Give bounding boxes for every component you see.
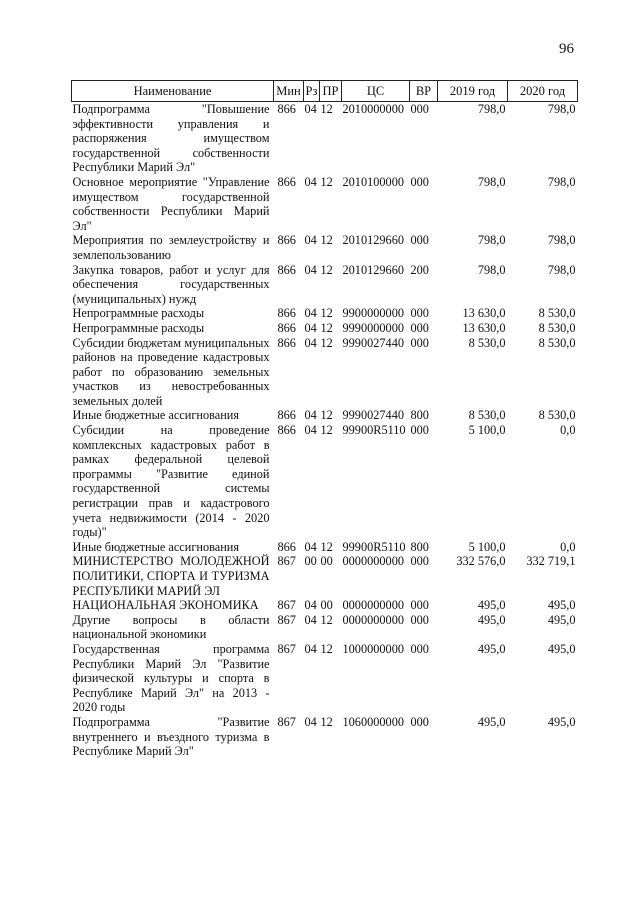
- row-cs: 9990027440: [342, 335, 404, 350]
- row-pr: 12: [320, 306, 333, 321]
- row-2020: 8 530,0: [538, 306, 576, 321]
- row-pr: 12: [320, 174, 333, 189]
- table-row: [72, 102, 578, 175]
- row-rz: 00: [304, 554, 317, 569]
- row-cs: 1060000000: [342, 714, 404, 729]
- row-2019: 495,0: [477, 641, 506, 656]
- row-rz: 04: [304, 306, 317, 321]
- header-rz: Рз: [304, 81, 320, 102]
- row-vr: 000: [410, 174, 429, 189]
- table-row: [72, 408, 578, 423]
- row-name: Иные бюджетные ассигнования: [72, 539, 240, 554]
- row-2020: 495,0: [547, 598, 576, 613]
- row-min: 866: [277, 233, 296, 248]
- row-2019: 495,0: [477, 598, 506, 613]
- row-min: 866: [277, 423, 296, 438]
- row-name: Подпрограмма "Повышение эффективности управления и распоряжения имуществом государственной собственности Республики Марий Эл": [72, 102, 270, 175]
- row-name: Мероприятия по землеустройству и землепользованию: [72, 233, 270, 262]
- row-vr: 000: [410, 714, 429, 729]
- table-row: [72, 336, 578, 409]
- row-min: 866: [277, 335, 296, 350]
- row-2019: 798,0: [477, 102, 506, 116]
- row-2019: 798,0: [477, 233, 506, 248]
- table-header-row: [72, 81, 578, 102]
- row-2020: 0,0: [560, 539, 576, 554]
- row-2019: 495,0: [477, 714, 506, 729]
- row-vr: 000: [410, 102, 429, 116]
- row-vr: 800: [410, 539, 429, 554]
- table-row: [72, 540, 578, 555]
- row-rz: 04: [304, 320, 317, 335]
- row-vr: 000: [410, 641, 429, 656]
- row-rz: 04: [304, 714, 317, 729]
- header-min: Мин: [274, 81, 304, 102]
- header-2019: 2019 год: [438, 81, 508, 102]
- row-rz: 04: [304, 598, 317, 613]
- row-cs: 9990000000: [342, 320, 404, 335]
- row-2020: 798,0: [547, 174, 576, 189]
- row-vr: 000: [410, 306, 429, 321]
- row-vr: 200: [410, 262, 429, 277]
- row-2020: 8 530,0: [538, 408, 576, 423]
- row-2019: 13 630,0: [462, 306, 506, 321]
- row-vr: 000: [410, 320, 429, 335]
- row-name: Субсидии бюджетам муниципальных районов на проведение кадастровых работ по образованию земельных участков из невостребованных земельных долей: [72, 335, 270, 408]
- table-row: [72, 263, 578, 307]
- table-row: [72, 598, 578, 613]
- row-pr: 12: [320, 320, 333, 335]
- row-2020: 0,0: [560, 423, 576, 438]
- row-rz: 04: [304, 539, 317, 554]
- row-min: 866: [277, 306, 296, 321]
- row-rz: 04: [304, 335, 317, 350]
- row-vr: 000: [410, 233, 429, 248]
- budget-table: [71, 80, 578, 759]
- row-vr: 000: [410, 335, 429, 350]
- row-vr: 000: [410, 423, 429, 438]
- row-rz: 04: [304, 423, 317, 438]
- row-min: 867: [277, 554, 296, 569]
- row-pr: 12: [320, 612, 333, 627]
- table-row: [72, 423, 578, 540]
- row-cs: 2010129660: [342, 233, 404, 248]
- row-min: 866: [277, 174, 296, 189]
- row-2019: 13 630,0: [462, 320, 506, 335]
- row-rz: 04: [304, 233, 317, 248]
- header-2020: 2020 год: [508, 81, 578, 102]
- row-cs: 0000000000: [342, 612, 404, 627]
- row-name: Другие вопросы в области национальной экономики: [72, 612, 270, 642]
- row-min: 867: [277, 641, 296, 656]
- row-2020: 495,0: [547, 612, 576, 627]
- table-row: [72, 306, 578, 321]
- row-2019: 798,0: [477, 174, 506, 189]
- table-row: [72, 321, 578, 336]
- row-cs: 0000000000: [342, 554, 404, 569]
- row-name: Непрограммные расходы: [72, 306, 205, 321]
- row-cs: 2010100000: [342, 174, 404, 189]
- row-pr: 12: [320, 233, 333, 248]
- table-row: [72, 613, 578, 642]
- row-name: Непрограммные расходы: [72, 320, 205, 335]
- row-name: Подпрограмма "Развитие внутреннего и въездного туризма в Республике Марий Эл": [72, 714, 270, 759]
- row-cs: 9990027440: [342, 408, 404, 423]
- header-name: Наименование: [72, 81, 274, 102]
- row-pr: 00: [320, 598, 333, 613]
- row-cs: 99900R5110: [342, 539, 406, 554]
- row-rz: 04: [304, 174, 317, 189]
- row-rz: 04: [304, 262, 317, 277]
- row-2019: 5 100,0: [468, 423, 506, 438]
- row-cs: 9900000000: [342, 306, 404, 321]
- row-pr: 12: [320, 335, 333, 350]
- row-2020: 495,0: [547, 641, 576, 656]
- row-pr: 12: [320, 102, 333, 116]
- row-min: 867: [277, 598, 296, 613]
- row-2020: 798,0: [547, 262, 576, 277]
- row-min: 866: [277, 320, 296, 335]
- row-min: 867: [277, 612, 296, 627]
- row-name: Основное мероприятие "Управление имуществом государственной собственности Республики Марий Эл": [72, 174, 270, 233]
- row-cs: 99900R5110: [342, 423, 406, 438]
- row-cs: 2010129660: [342, 262, 404, 277]
- row-rz: 04: [304, 408, 317, 423]
- row-2019: 8 530,0: [468, 408, 506, 423]
- header-vr: ВР: [410, 81, 438, 102]
- row-min: 866: [277, 539, 296, 554]
- header-pr: ПР: [320, 81, 342, 102]
- row-pr: 00: [320, 554, 333, 569]
- row-pr: 12: [320, 539, 333, 554]
- table-row: [72, 715, 578, 759]
- row-2020: 8 530,0: [538, 335, 576, 350]
- header-cs: ЦС: [342, 81, 410, 102]
- row-2019: 495,0: [477, 612, 506, 627]
- row-2020: 798,0: [547, 233, 576, 248]
- row-vr: 000: [410, 554, 429, 569]
- row-rz: 04: [304, 612, 317, 627]
- row-cs: 2010000000: [342, 102, 404, 116]
- row-cs: 0000000000: [342, 598, 404, 613]
- table-body: [72, 102, 578, 759]
- table-row: [72, 175, 578, 233]
- row-min: 867: [277, 714, 296, 729]
- row-2019: 798,0: [477, 262, 506, 277]
- table-row: [72, 554, 578, 598]
- row-min: 866: [277, 102, 296, 116]
- row-vr: 800: [410, 408, 429, 423]
- row-name: НАЦИОНАЛЬНАЯ ЭКОНОМИКА: [72, 598, 259, 613]
- row-rz: 04: [304, 102, 317, 116]
- row-2020: 495,0: [547, 714, 576, 729]
- page-number: 96: [559, 41, 574, 57]
- row-2019: 8 530,0: [468, 335, 506, 350]
- row-vr: 000: [410, 598, 429, 613]
- table-row: [72, 233, 578, 262]
- row-pr: 12: [320, 641, 333, 656]
- row-2020: 332 719,1: [526, 554, 576, 569]
- row-name: Субсидии на проведение комплексных кадастровых работ в рамках федеральной целевой программы "Развитие единой государственной системы регистрации прав и кадастрового учета недвижимости (2014 - 2020 годы)": [72, 423, 270, 540]
- row-name: Государственная программа Республики Марий Эл "Развитие физической культуры и спорта в Республике Марий Эл" на 2013 - 2020 годы: [72, 641, 270, 715]
- row-pr: 12: [320, 714, 333, 729]
- row-pr: 12: [320, 262, 333, 277]
- table-row: [72, 642, 578, 715]
- row-name: МИНИСТЕРСТВО МОЛОДЕЖНОЙ ПОЛИТИКИ, СПОРТА И ТУРИЗМА РЕСПУБЛИКИ МАРИЙ ЭЛ: [72, 554, 270, 598]
- row-2019: 332 576,0: [456, 554, 506, 569]
- row-2020: 8 530,0: [538, 320, 576, 335]
- row-pr: 12: [320, 408, 333, 423]
- row-2019: 5 100,0: [468, 539, 506, 554]
- row-min: 866: [277, 408, 296, 423]
- row-2020: 798,0: [547, 102, 576, 116]
- row-vr: 000: [410, 612, 429, 627]
- row-name: Иные бюджетные ассигнования: [72, 408, 240, 423]
- row-rz: 04: [304, 641, 317, 656]
- row-pr: 12: [320, 423, 333, 438]
- row-name: Закупка товаров, работ и услуг для обеспечения государственных (муниципальных) нужд: [72, 262, 270, 306]
- row-min: 866: [277, 262, 296, 277]
- row-cs: 1000000000: [342, 641, 404, 656]
